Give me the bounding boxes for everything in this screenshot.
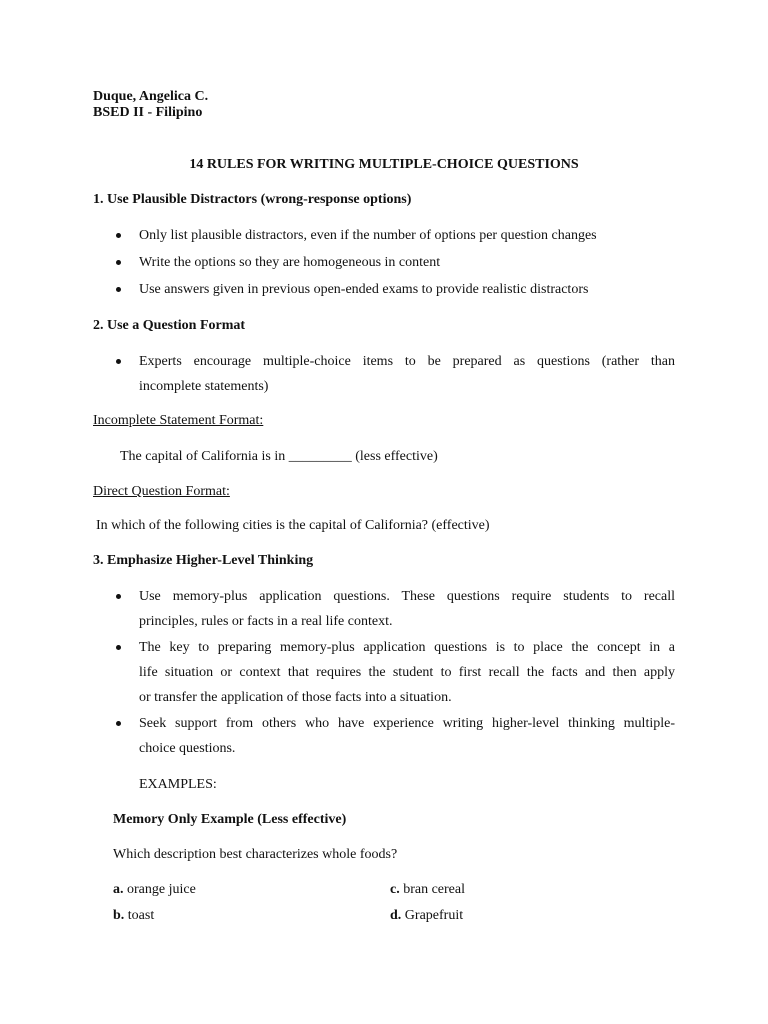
bullet-icon — [116, 359, 121, 364]
direct-format-example: In which of the following cities is the capital of California? (effective) — [96, 518, 490, 533]
option-text: Grapefruit — [404, 908, 464, 923]
option-d — [390, 907, 463, 925]
section-3-bullet-1-line-2: principles, rules or facts in a real life context. — [139, 614, 393, 629]
bullet-icon — [116, 645, 121, 650]
option-letter: c. — [390, 882, 400, 897]
section-2-bullet-line-1: Experts encourage multiple-choice items to be prepared as questions (rather than — [139, 354, 675, 369]
author-course: BSED II - Filipino — [93, 105, 203, 120]
option-c — [390, 881, 465, 899]
incomplete-format-label: Incomplete Statement Format: — [93, 413, 264, 428]
section-3-bullet-2 — [139, 635, 675, 710]
section-3-bullet-3-line-1: Seek support from others who have experience writing higher-level thinking multiple- — [139, 716, 675, 731]
section-3-heading: 3. Emphasize Higher-Level Thinking — [93, 553, 314, 568]
direct-format-label: Direct Question Format: — [93, 484, 230, 499]
bullet-icon — [116, 233, 121, 238]
bullet-icon — [116, 721, 121, 726]
section-3-bullet-1-line-1: Use memory-plus application questions. These questions require students to recall — [139, 589, 675, 604]
memory-only-heading: Memory Only Example (Less effective) — [113, 812, 347, 827]
incomplete-format-example: The capital of California is in _________ (less effective) — [120, 449, 438, 464]
option-text: toast — [127, 908, 155, 923]
option-letter: a. — [113, 882, 124, 897]
section-3-bullet-1 — [139, 584, 675, 634]
bullet-icon — [116, 287, 121, 292]
section-3-bullet-3 — [139, 711, 675, 761]
section-1-heading: 1. Use Plausible Distractors (wrong-response options) — [93, 192, 412, 207]
author-name: Duque, Angelica C. — [93, 89, 209, 104]
section-1-bullet-3: Use answers given in previous open-ended exams to provide realistic distractors — [139, 282, 589, 297]
option-text: orange juice — [127, 882, 196, 897]
section-3-bullet-2-line-1: The key to preparing memory-plus application questions is to place the concept in a — [139, 640, 675, 655]
section-3-bullet-2-line-3: or transfer the application of those facts into a situation. — [139, 690, 452, 705]
option-b — [113, 907, 154, 925]
section-3-bullet-2-line-2: life situation or context that requires the student to first recall the facts and then apply — [139, 665, 675, 680]
bullet-icon — [116, 260, 121, 265]
section-2-bullet-line-2: incomplete statements) — [139, 379, 269, 394]
section-3-bullet-3-line-2: choice questions. — [139, 741, 236, 756]
section-2-bullet — [139, 349, 675, 399]
examples-label: EXAMPLES: — [139, 777, 217, 792]
example-question: Which description best characterizes whole foods? — [113, 847, 398, 862]
option-letter: b. — [113, 908, 125, 923]
section-1-bullet-1: Only list plausible distractors, even if the number of options per question changes — [139, 228, 597, 243]
option-a — [113, 881, 196, 899]
option-text: bran cereal — [403, 882, 466, 897]
section-1-bullet-2: Write the options so they are homogeneous in content — [139, 255, 441, 270]
option-letter: d. — [390, 908, 402, 923]
section-2-heading: 2. Use a Question Format — [93, 318, 246, 333]
bullet-icon — [116, 594, 121, 599]
document-title: 14 RULES FOR WRITING MULTIPLE-CHOICE QUESTIONS — [189, 157, 579, 172]
